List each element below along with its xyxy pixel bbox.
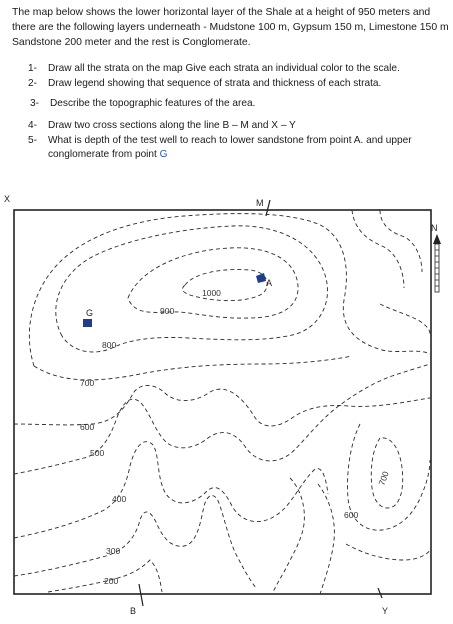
map-frame [14, 210, 431, 594]
question-number: 2- [28, 78, 37, 89]
contour-ridge-b [318, 484, 334, 594]
intro-text: The map below shows the lower horizontal layer of the Shale at a height of 950 meters and there are the following layers underneath - Mudstone 100 m, Gypsum 150 m, Limestone 150 m Sandstone 200 meter and the rest is Conglomerate. [12, 7, 449, 48]
contour-label-300: 300 [106, 546, 121, 556]
north-arrow-head-icon [433, 234, 441, 244]
contour-400 [14, 442, 328, 538]
contour-800 [56, 226, 328, 352]
question-item [28, 62, 448, 76]
question-text: Describe the topographic features of the area. [50, 98, 256, 109]
contour-600 [14, 385, 430, 426]
north-label: N [431, 223, 438, 233]
contour-label-700-east: 700 [376, 469, 391, 487]
contour-label-800: 800 [102, 340, 117, 350]
contour-east-mid [380, 304, 430, 334]
point-m-tick [266, 200, 270, 216]
point-b-label: B [130, 606, 137, 616]
contour-700 [29, 214, 430, 380]
contour-ridge-c [346, 544, 430, 560]
contour-label-700: 700 [80, 378, 95, 388]
contour-label-200: 200 [104, 576, 119, 586]
contour-label-900: 900 [160, 306, 175, 316]
point-x-label: X [4, 194, 11, 204]
contour-900 [128, 248, 298, 318]
question-text: Draw two cross sections along the line B – M and X – Y [48, 120, 296, 131]
question-item [30, 97, 450, 111]
well-a-marker [256, 273, 266, 283]
point-y-tick [378, 588, 382, 598]
contour-label-600: 600 [80, 422, 95, 432]
question-number: 1- [28, 63, 37, 74]
contour-label-500: 500 [90, 448, 105, 458]
question-number: 5- [28, 135, 37, 146]
question-item [28, 77, 448, 91]
contour-500 [14, 364, 430, 474]
geological-contour-map [0, 188, 453, 624]
point-g-label: G [86, 308, 94, 318]
contour-1000 [182, 270, 267, 301]
question-text: Draw legend showing that sequence of strata and thickness of each strata. [48, 78, 382, 89]
point-m-label: M [256, 198, 264, 208]
north-arrow [431, 223, 441, 292]
question-item [28, 134, 448, 162]
point-y-label: Y [382, 606, 389, 616]
north-arrow-ticks [435, 250, 439, 286]
contour-label-600-east: 600 [344, 510, 359, 520]
question-text: What is depth of the test well to reach to lower sandstone from point A. and upper conglomerate from point [48, 135, 412, 160]
contour-northeast-a [352, 210, 404, 288]
handwritten-point-label: G [159, 149, 168, 160]
question-number: 4- [28, 120, 37, 131]
point-b-tick [139, 584, 143, 606]
well-g-marker [83, 319, 92, 327]
question-list [28, 62, 448, 162]
question-text: Draw all the strata on the map Give each strata an individual color to the scale. [48, 63, 400, 74]
contour-label-1000: 1000 [202, 288, 221, 298]
contour-northeast-b [380, 210, 422, 272]
question-item [28, 119, 448, 133]
contour-ridge-a [272, 478, 304, 594]
question-number: 3- [30, 98, 39, 109]
point-a-label: A [266, 278, 273, 288]
contour-300 [14, 496, 256, 589]
contour-label-400: 400 [112, 494, 127, 504]
